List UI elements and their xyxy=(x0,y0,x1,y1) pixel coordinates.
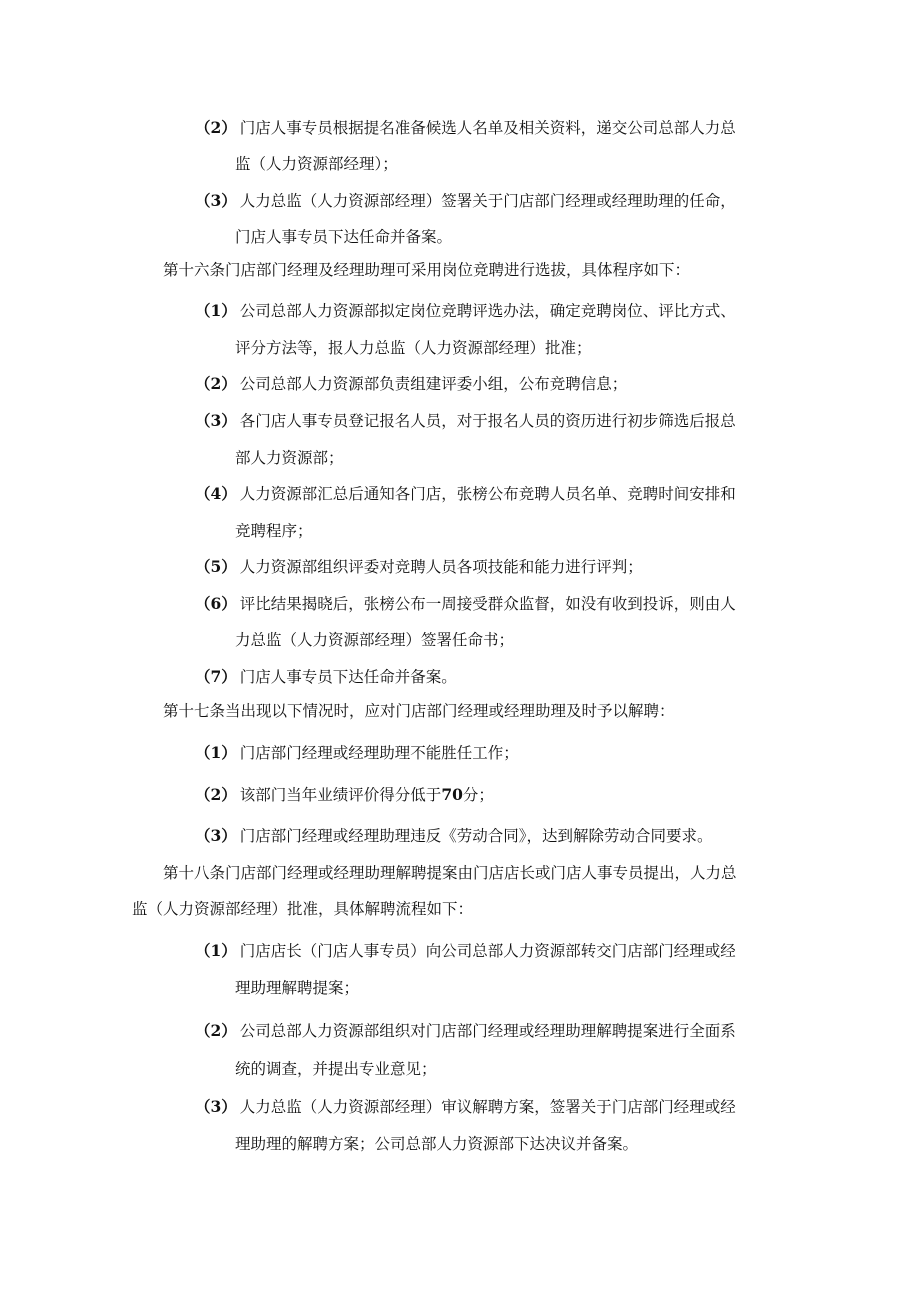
art16-item-5-line1: （5） 人力资源部组织评委对竞聘人员各项技能和能力进行评判； xyxy=(195,557,643,576)
item-number: （7） xyxy=(195,667,237,686)
item-number: （1） xyxy=(195,743,237,762)
item-number: （2） xyxy=(195,118,237,137)
item-number: （6） xyxy=(195,594,237,613)
art18-heading-line2: 监（人力资源部经理）批准，具体解聘流程如下： xyxy=(132,900,474,918)
art18-item-1-line1: （1） 门店店长（门店人事专员）向公司总部人力资源部转交门店部门经理或经 xyxy=(195,941,736,960)
art16-item-3-line2: 部人力资源部； xyxy=(235,449,344,467)
art15-item-3-line1: （3） 人力总监（人力资源部经理）签署关于门店部门经理或经理助理的任命， xyxy=(195,191,736,210)
score-value: 70 xyxy=(441,785,463,804)
art15-item-3-line2: 门店人事专员下达任命并备案。 xyxy=(235,228,453,246)
item-number: （3） xyxy=(195,411,237,430)
art18-item-2-line1: （2） 公司总部人力资源部组织对门店部门经理或经理助理解聘提案进行全面系 xyxy=(195,1021,736,1040)
art15-item-2-line2: 监（人力资源部经理）； xyxy=(235,155,398,173)
art16-heading: 第十六条门店部门经理及经理助理可采用岗位竞聘进行选拔，具体程序如下： xyxy=(163,261,691,279)
art18-item-1-line2: 理助理解聘提案； xyxy=(235,979,360,997)
item-number: （2） xyxy=(195,374,237,393)
art16-item-3-line1: （3） 各门店人事专员登记报名人员，对于报名人员的资历进行初步筛选后报总 xyxy=(195,411,736,430)
item-number: （3） xyxy=(195,826,237,845)
art16-item-6-line2: 力总监（人力资源部经理）签署任命书； xyxy=(235,631,515,649)
art16-item-4-line2: 竞聘程序； xyxy=(235,522,313,540)
art16-item-1-line1: （1） 公司总部人力资源部拟定岗位竞聘评选办法，确定竞聘岗位、评比方式、 xyxy=(195,301,736,320)
art17-item-2: （2） 该部门当年业绩评价得分低于70分； xyxy=(195,785,494,804)
art16-item-6-line1: （6） 评比结果揭晓后，张榜公布一周接受群众监督，如没有收到投诉，则由人 xyxy=(195,594,736,613)
item-number: （2） xyxy=(195,785,237,804)
art15-item-2-line1: （2） 门店人事专员根据提名准备候选人名单及相关资料，递交公司总部人力总 xyxy=(195,118,736,137)
art16-item-2-line1: （2） 公司总部人力资源部负责组建评委小组，公布竞聘信息； xyxy=(195,374,628,393)
item-number: （3） xyxy=(195,1097,237,1116)
item-number: （5） xyxy=(195,557,237,576)
art17-item-1: （1） 门店部门经理或经理助理不能胜任工作； xyxy=(195,743,519,762)
art18-item-3-line1: （3） 人力总监（人力资源部经理）审议解聘方案，签署关于门店部门经理或经 xyxy=(195,1097,736,1116)
art16-item-4-line1: （4） 人力资源部汇总后通知各门店，张榜公布竞聘人员名单、竞聘时间安排和 xyxy=(195,484,736,503)
item-number: （4） xyxy=(195,484,237,503)
art18-heading-line1: 第十八条门店部门经理或经理助理解聘提案由门店店长或门店人事专员提出，人力总 xyxy=(163,864,737,882)
item-number: （1） xyxy=(195,941,237,960)
item-number: （1） xyxy=(195,301,237,320)
art16-item-1-line2: 评分方法等，报人力总监（人力资源部经理）批准； xyxy=(235,339,592,357)
item-number: （2） xyxy=(195,1021,237,1040)
art18-item-3-line2: 理助理的解聘方案；公司总部人力资源部下达决议并备案。 xyxy=(235,1135,639,1153)
art18-item-2-line2: 统的调查，并提出专业意见； xyxy=(235,1060,437,1078)
art17-item-3: （3） 门店部门经理或经理助理违反《劳动合同》，达到解除劳动合同要求。 xyxy=(195,826,713,845)
art16-item-7-line1: （7） 门店人事专员下达任命并备案。 xyxy=(195,667,457,686)
art17-heading: 第十七条当出现以下情况时，应对门店部门经理或经理助理及时予以解聘： xyxy=(163,702,675,720)
item-number: （3） xyxy=(195,191,237,210)
